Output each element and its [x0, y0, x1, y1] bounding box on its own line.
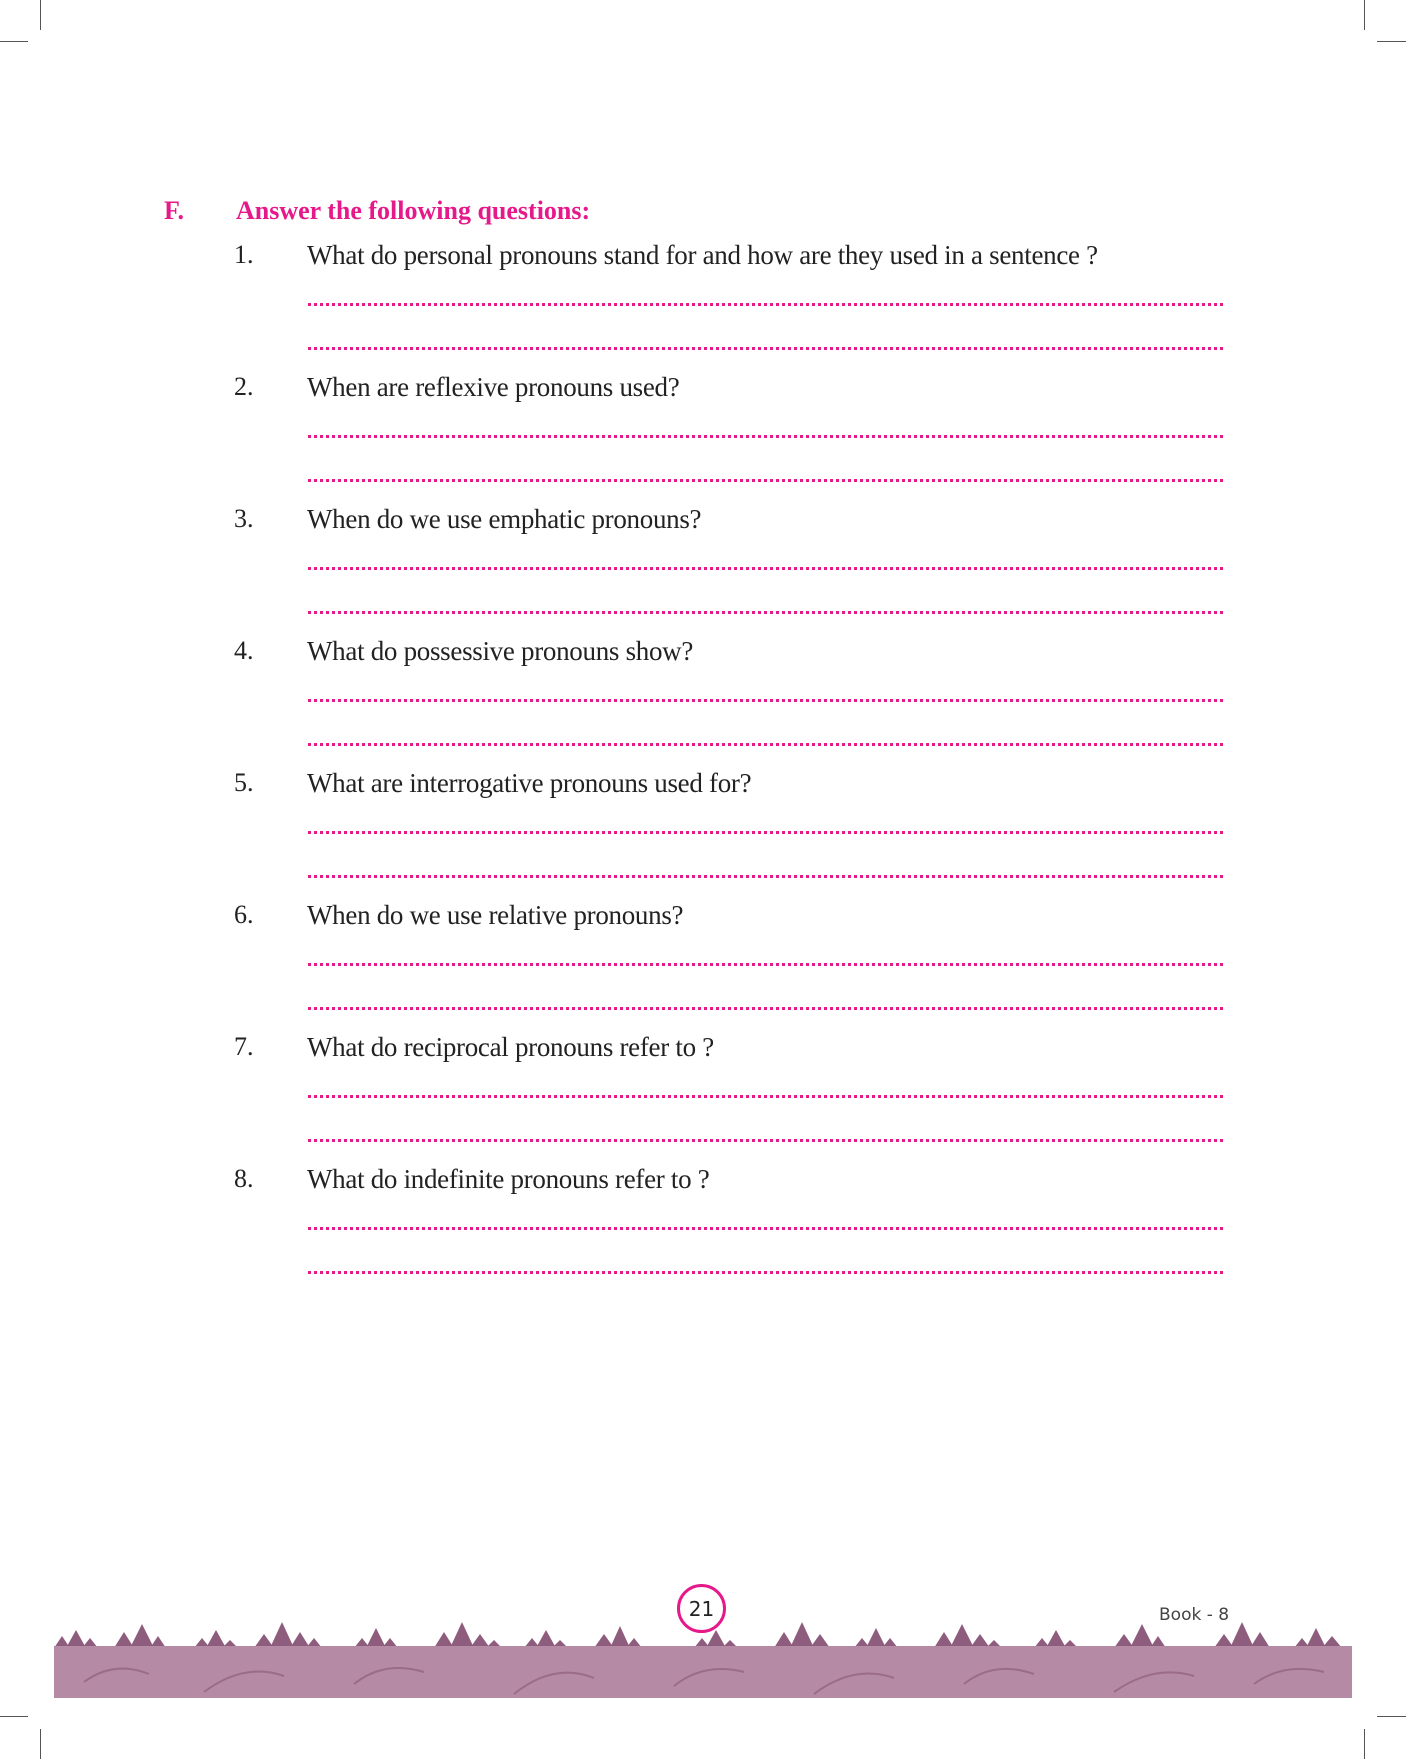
answer-line[interactable] [308, 1139, 1223, 1142]
crop-mark [0, 1716, 28, 1717]
crop-mark [1364, 1729, 1365, 1759]
question-item [0, 372, 1406, 504]
question-text: What do personal pronouns stand for and how are they used in a sentence ? [307, 240, 1098, 270]
page-number: 21 [677, 1584, 726, 1633]
question-number: 3. [234, 504, 254, 533]
section-title: Answer the following questions: [236, 196, 591, 225]
question-number: 8. [234, 1164, 254, 1193]
answer-line[interactable] [308, 963, 1223, 966]
question-number: 2. [234, 372, 254, 401]
answer-line[interactable] [308, 1007, 1223, 1010]
answer-line[interactable] [308, 567, 1223, 570]
answer-line[interactable] [308, 1227, 1223, 1230]
answer-line[interactable] [308, 875, 1223, 878]
answer-line[interactable] [308, 1095, 1223, 1098]
answer-line[interactable] [308, 611, 1223, 614]
question-text: When do we use emphatic pronouns? [307, 504, 702, 534]
answer-line[interactable] [308, 1271, 1223, 1274]
question-number: 6. [234, 900, 254, 929]
question-text: What are interrogative pronouns used for? [307, 768, 752, 798]
question-item [0, 900, 1406, 1032]
answer-line[interactable] [308, 479, 1223, 482]
question-text: What do possessive pronouns show? [307, 636, 694, 666]
answer-line[interactable] [308, 347, 1223, 350]
answer-line[interactable] [308, 831, 1223, 834]
book-label: Book - 8 [1159, 1605, 1230, 1625]
question-item [0, 768, 1406, 900]
answer-line[interactable] [308, 435, 1223, 438]
section-letter: F. [164, 196, 184, 225]
question-number: 4. [234, 636, 254, 665]
question-number: 7. [234, 1032, 254, 1061]
question-text: What do indefinite pronouns refer to ? [307, 1164, 710, 1194]
answer-line[interactable] [308, 699, 1223, 702]
question-item [0, 1164, 1406, 1296]
question-item [0, 636, 1406, 768]
crop-mark [1377, 1716, 1406, 1717]
question-text: When do we use relative pronouns? [307, 900, 684, 930]
question-number: 5. [234, 768, 254, 797]
answer-line[interactable] [308, 303, 1223, 306]
question-item [0, 504, 1406, 636]
question-item [0, 240, 1406, 372]
question-number: 1. [234, 240, 254, 269]
question-text: What do reciprocal pronouns refer to ? [307, 1032, 714, 1062]
answer-line[interactable] [308, 743, 1223, 746]
crop-mark [40, 1729, 41, 1759]
question-item [0, 1032, 1406, 1164]
question-text: When are reflexive pronouns used? [307, 372, 680, 402]
